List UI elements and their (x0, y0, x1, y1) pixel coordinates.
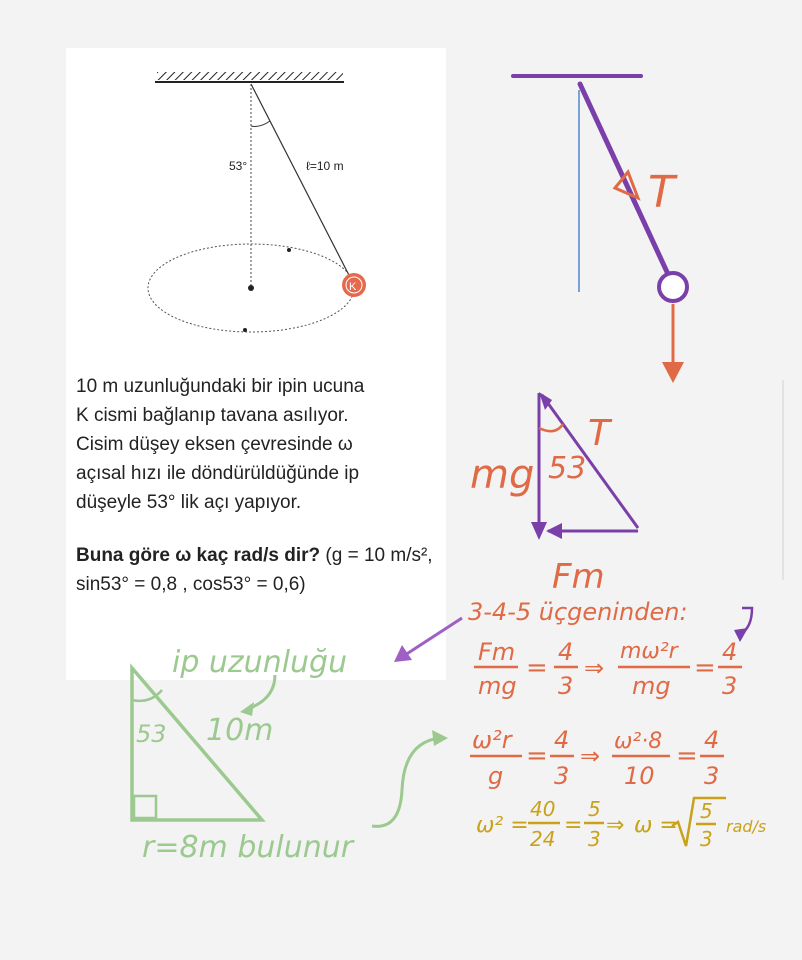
angle-arc (251, 121, 270, 126)
eq1-implies: ⇒ (584, 654, 605, 682)
geometry-triangle (132, 645, 448, 865)
triangle-fm-arrowhead (546, 523, 562, 539)
centripetal-label: Fm (552, 557, 605, 597)
eq1-a-num: Fm (478, 638, 516, 666)
eq3-b-num: 5 (588, 797, 601, 821)
eq3-a-num: 40 (530, 797, 556, 821)
pointer-arrow (402, 618, 462, 657)
eq2-eq2: = (676, 741, 698, 771)
hand-pendulum (513, 76, 687, 383)
radius-note: r=8m bulunur (142, 830, 354, 865)
eq3-b-den: 3 (588, 827, 601, 851)
question-bold: Buna göre ω kaç rad/s dir? (76, 545, 321, 566)
ceiling-hatch (157, 72, 343, 80)
eq3-eq: = (564, 813, 583, 838)
eq3-implies: ⇒ (606, 813, 625, 838)
force-triangle (470, 392, 638, 597)
right-angle-mark (134, 796, 156, 818)
eq1-a-den: mg (478, 672, 517, 700)
eq3-result: ω = (634, 813, 678, 838)
eq2-d-den: 3 (704, 762, 720, 790)
orbit-dot-bottom (243, 328, 247, 332)
eq1-b-den: 3 (558, 672, 574, 700)
eq2-eq1: = (526, 741, 548, 771)
eq2-b-num: 4 (554, 726, 570, 754)
orbit-dot-top (287, 248, 291, 252)
problem-line-1: 10 m uzunluğundaki bir ipin ucuna (76, 376, 365, 397)
eq1-d-num: 4 (722, 638, 738, 666)
hypotenuse-label: 10m (206, 713, 274, 748)
center-dot (248, 285, 254, 291)
problem-line-4: açısal hızı ile döndürüldüğünde ip (76, 463, 360, 484)
pendulum-figure (148, 72, 366, 332)
ip-note-arrow (245, 675, 275, 710)
eq2-implies: ⇒ (580, 742, 601, 770)
weight-label: mg (470, 452, 535, 498)
eq2-c-num: ω²·8 (614, 729, 663, 754)
eq3-sqrt-den: 3 (700, 827, 713, 851)
connector-curve (372, 738, 440, 826)
eq1-d-den: 3 (722, 672, 738, 700)
question-given: (g = 10 m/s², sin53° = 0,8 , cos53° = 0,6) (76, 545, 433, 595)
eq2-a-den: g (488, 762, 504, 790)
length-label: ℓ=10 m (306, 159, 344, 173)
tension-label: T (588, 413, 610, 454)
eq1-eq2: = (694, 653, 716, 683)
sqrt-sign (672, 798, 726, 846)
problem-line-5: düşeyle 53° lik açı yapıyor. (76, 492, 302, 513)
string-line (251, 84, 353, 283)
triangle-angle-arc (539, 424, 563, 431)
triangle-angle-label: 53 (548, 451, 587, 486)
eq3-sqrt-num: 5 (700, 799, 713, 823)
eq2-b-den: 3 (554, 762, 570, 790)
equations-orange (394, 598, 752, 790)
eq1-eq1: = (526, 653, 548, 683)
eq3-w2: ω² = (476, 813, 529, 838)
question (76, 541, 448, 599)
eq1-b-num: 4 (558, 638, 574, 666)
triangle-note: 3-4-5 üçgeninden: (468, 598, 688, 626)
angle-label: 53° (229, 159, 248, 173)
hand-mass (659, 273, 687, 301)
eq2-d-num: 4 (704, 726, 720, 754)
connector-arrowhead (432, 730, 448, 746)
problem-text (76, 372, 448, 599)
eq3-a-den: 24 (530, 827, 556, 851)
eq1-c-num: mω²r (620, 639, 678, 664)
eq3-unit: rad/s (726, 817, 767, 836)
tension-label-top: T (648, 167, 675, 218)
problem-line-2: K cismi bağlanıp tavana asılıyor. (76, 405, 349, 426)
mass-k-label: K (349, 281, 357, 293)
hand-weight-arrowhead (662, 362, 684, 383)
ip-length-note: ip uzunluğu (172, 645, 348, 680)
eq1-c-den: mg (632, 672, 671, 700)
equation-final (476, 797, 766, 851)
problem-line-3: Cisim düşey eksen çevresinde ω (76, 434, 353, 455)
triangle-weight-arrowhead (531, 522, 547, 540)
eq2-a-num: ω²r (472, 726, 512, 754)
eq2-c-den: 10 (624, 762, 655, 790)
green-angle-label: 53 (136, 720, 167, 748)
